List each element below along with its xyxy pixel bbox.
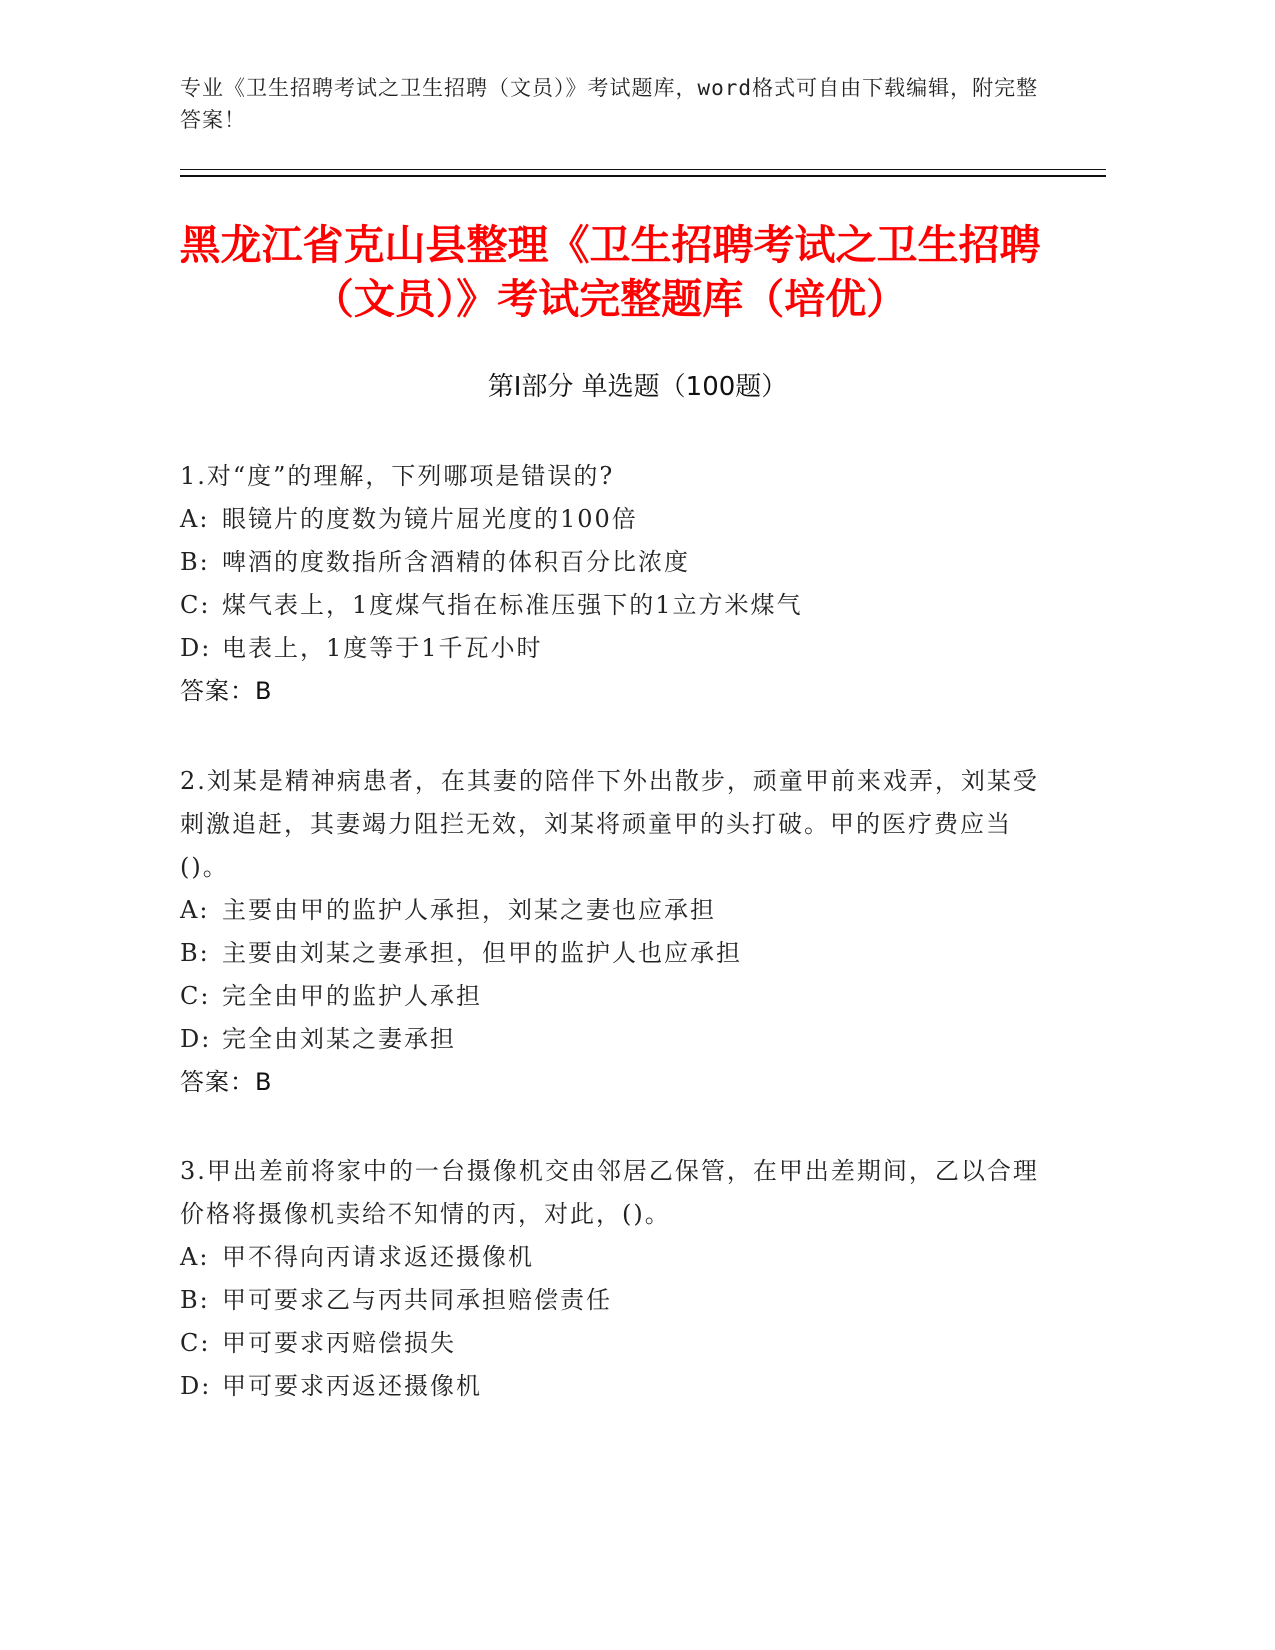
option-text: 甲可要求丙赔偿损失 — [222, 1329, 456, 1357]
option-letter: C: — [180, 1329, 211, 1357]
option-letter: A: — [180, 896, 210, 924]
option-text: 啤酒的度数指所含酒精的体积百分比浓度 — [222, 548, 690, 576]
header-divider-thick — [180, 175, 1106, 177]
question-stem: 3.甲出差前将家中的一台摄像机交由邻居乙保管，在甲出差期间，乙以合理价格将摄像机卖给不知情的丙，对此，()。 — [180, 1157, 1039, 1228]
option-letter: D: — [180, 1372, 212, 1400]
option-d — [180, 627, 1040, 670]
question-1 — [180, 455, 1040, 713]
header-divider-thin — [180, 169, 1106, 170]
document-title: 黑龙江省克山县整理《卫生招聘考试之卫生招聘（文员）》考试完整题库（培优） — [179, 221, 1041, 323]
option-a — [180, 889, 1040, 932]
answer-line: 答案：B — [180, 677, 273, 705]
option-letter: C: — [180, 982, 211, 1010]
option-b — [180, 541, 1040, 584]
question-stem: 2.刘某是精神病患者，在其妻的陪伴下外出散步，顽童甲前来戏弄，刘某受刺激追赶，其妻竭力阻拦无效，刘某将顽童甲的头打破。甲的医疗费应当()。 — [180, 767, 1039, 881]
question-stem: 1.对“度”的理解，下列哪项是错误的? — [180, 462, 615, 490]
option-a — [180, 498, 1040, 541]
question-3 — [180, 1150, 1040, 1408]
option-a — [180, 1236, 1040, 1279]
option-letter: A: — [180, 505, 210, 533]
option-text: 甲不得向丙请求返还摄像机 — [222, 1243, 534, 1271]
question-2 — [180, 760, 1040, 1104]
option-text: 眼镜片的度数为镜片屈光度的100倍 — [222, 505, 638, 533]
option-text: 煤气表上，1度煤气指在标准压强下的1立方米煤气 — [222, 591, 803, 619]
section-title: 第Ⅰ部分 单选题（100题） — [487, 372, 788, 402]
option-letter: B: — [180, 939, 210, 967]
option-c — [180, 975, 1040, 1018]
option-text: 完全由甲的监护人承担 — [222, 982, 482, 1010]
answer-line: 答案：B — [180, 1068, 273, 1096]
option-c — [180, 1322, 1040, 1365]
option-text: 主要由刘某之妻承担，但甲的监护人也应承担 — [222, 939, 742, 967]
option-d — [180, 1018, 1040, 1061]
option-letter: D: — [180, 634, 212, 662]
option-text: 完全由刘某之妻承担 — [222, 1025, 456, 1053]
option-letter: B: — [180, 1286, 210, 1314]
option-b — [180, 1279, 1040, 1322]
option-c — [180, 584, 1040, 627]
option-d — [180, 1365, 1040, 1408]
header-note: 专业《卫生招聘考试之卫生招聘（文员）》考试题库，word格式可自由下载编辑，附完整答案！ — [180, 76, 1039, 132]
option-text: 甲可要求丙返还摄像机 — [222, 1372, 482, 1400]
option-text: 甲可要求乙与丙共同承担赔偿责任 — [222, 1286, 612, 1314]
option-text: 电表上，1度等于1千瓦小时 — [222, 634, 543, 662]
option-letter: D: — [180, 1025, 212, 1053]
option-letter: A: — [180, 1243, 210, 1271]
option-letter: B: — [180, 548, 210, 576]
option-text: 主要由甲的监护人承担，刘某之妻也应承担 — [222, 896, 716, 924]
option-letter: C: — [180, 591, 211, 619]
option-b — [180, 932, 1040, 975]
